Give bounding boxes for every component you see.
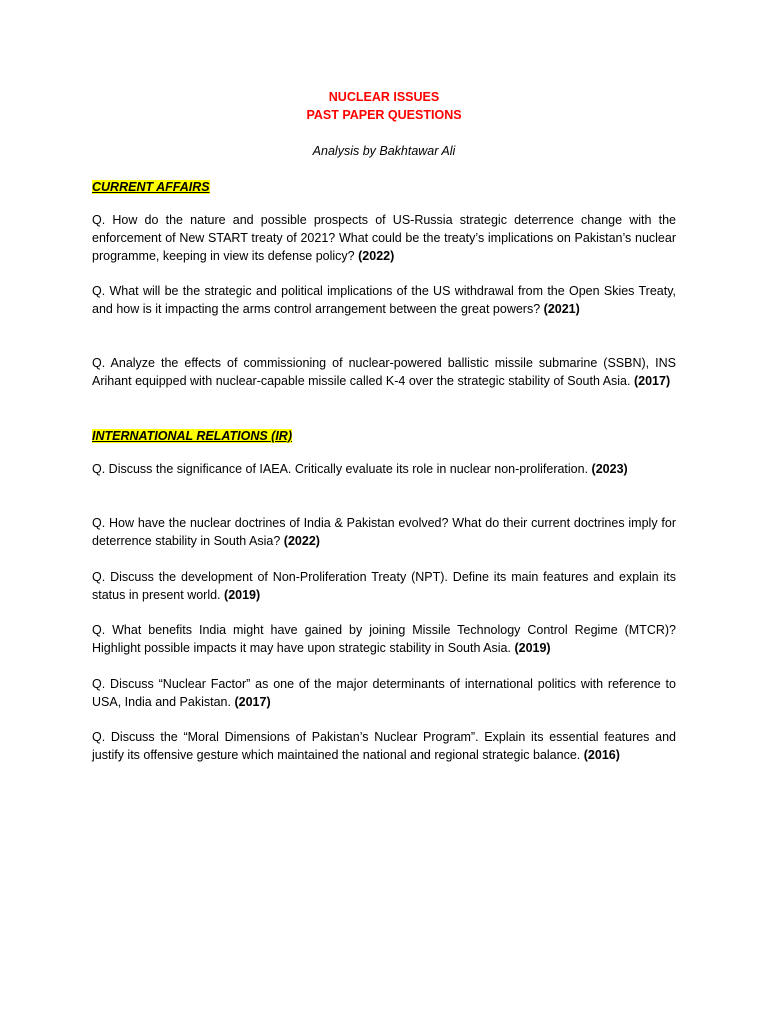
question-year: (2017)	[633, 373, 671, 388]
question-text: Q. What will be the strategic and political implications of the US withdrawal from the Open Skies Treaty, and how is it impacting the arms control arrangement between the great powers?	[92, 284, 676, 316]
question-item	[92, 676, 676, 712]
question-text: Q. Discuss the significance of IAEA. Critically evaluate its role in nuclear non-proliferation.	[92, 462, 589, 476]
question-item	[92, 461, 676, 479]
question-year: (2022)	[283, 533, 320, 548]
question-year: (2021)	[543, 301, 580, 316]
question-year: (2022)	[358, 248, 395, 263]
document-title-line-1: NUCLEAR ISSUES	[328, 90, 440, 104]
question-year: (2019)	[514, 640, 551, 655]
question-year: (2023)	[591, 462, 628, 476]
question-year: (2019)	[224, 587, 261, 602]
question-item	[92, 283, 676, 319]
question-item	[92, 355, 676, 391]
question-text: Q. What benefits India might have gained by joining Missile Technology Control Regime (MTCR)? Highlight possible impacts it may have upon strategic stability in South Asia.	[92, 623, 676, 655]
byline: Analysis by Bakhtawar Ali	[312, 144, 456, 158]
question-text: Q. Discuss “Nuclear Factor” as one of the major determinants of international politics with reference to USA, India and Pakistan.	[92, 677, 676, 709]
question-item	[92, 569, 676, 605]
question-text: Q. How have the nuclear doctrines of India & Pakistan evolved? What do their current doctrines imply for deterrence stability in South Asia?	[92, 516, 676, 548]
question-text: Q. Discuss the development of Non-Proliferation Treaty (NPT). Define its main features and explain its status in present world.	[92, 570, 676, 602]
question-item	[92, 729, 676, 765]
document-title-line-2: PAST PAPER QUESTIONS	[306, 108, 462, 122]
question-text: Q. How do the nature and possible prospects of US-Russia strategic deterrence change with the enforcement of New START treaty of 2021? What could be the treaty’s implications on Pakistan’s nuclear programme, keeping in view its defense policy?	[92, 213, 676, 263]
section-heading-international-relations: INTERNATIONAL RELATIONS (IR)	[92, 429, 292, 443]
question-item	[92, 622, 676, 658]
question-text: Q. Analyze the effects of commissioning of nuclear-powered ballistic missile submarine (SSBN), INS Arihant equipped with nuclear-capable missile called K-4 over the strategic stability of South Asia.	[92, 356, 676, 388]
question-item	[92, 515, 676, 551]
question-text: Q. Discuss the “Moral Dimensions of Pakistan’s Nuclear Program”. Explain its essential features and justify its offensive gesture which maintained the national and regional strategic balance.	[92, 730, 676, 762]
question-year: (2016)	[583, 747, 620, 762]
question-year: (2017)	[234, 694, 271, 709]
section-heading-current-affairs: CURRENT AFFAIRS	[92, 180, 210, 194]
question-item	[92, 212, 676, 265]
